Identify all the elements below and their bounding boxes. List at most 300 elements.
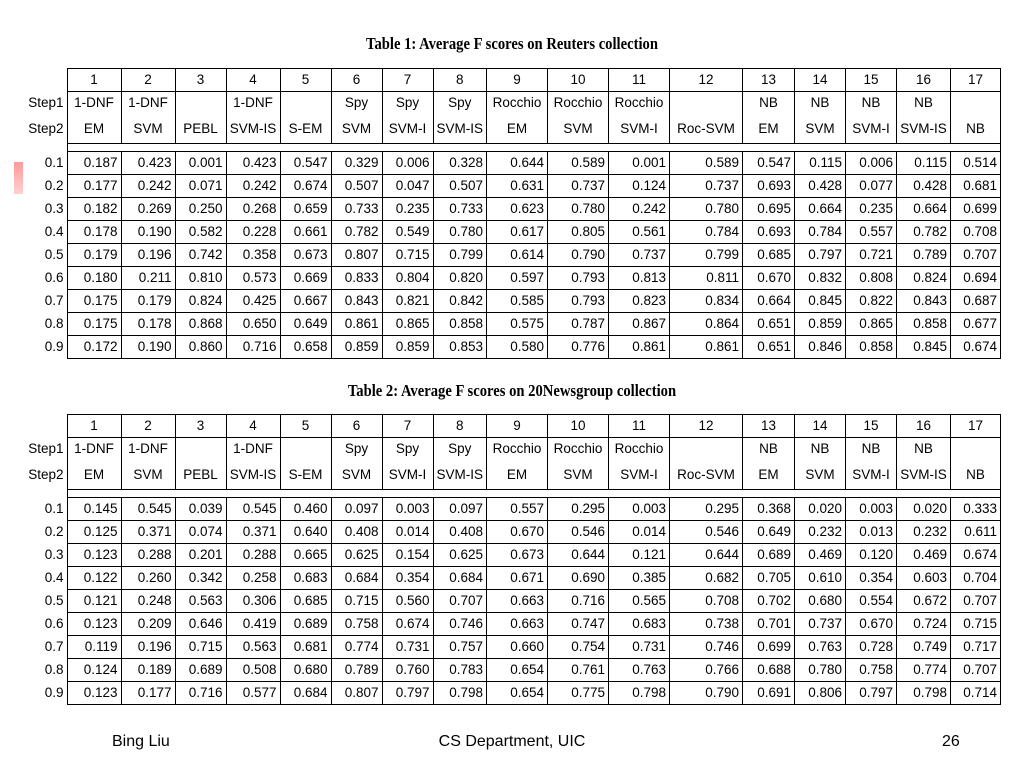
f-score-cell: 0.699 [951,197,1001,220]
step1-method: Rocchio [609,92,670,115]
f-score-cell: 0.423 [226,151,280,174]
column-number: 13 [743,415,795,438]
f-score-cell: 0.242 [609,197,670,220]
f-score-cell: 0.182 [67,197,121,220]
step1-method: Spy [382,92,433,115]
f-score-cell: 0.689 [280,612,331,635]
f-score-cell: 0.507 [433,174,487,197]
step1-method: Rocchio [548,438,609,461]
f-score-cell: 0.780 [548,197,609,220]
f-score-cell: 0.288 [226,543,280,566]
f-score-cell: 0.689 [743,543,795,566]
table-row [16,335,1001,358]
table1-title: Table 1: Average F scores on Reuters collection [366,34,658,53]
f-score-cell: 0.545 [121,497,175,520]
f-score-cell: 0.001 [609,151,670,174]
table-row [16,151,1001,174]
step1-method [951,92,1001,115]
f-score-cell: 0.738 [670,612,743,635]
f-score-cell: 0.649 [280,312,331,335]
f-score-cell: 0.658 [280,335,331,358]
f-score-cell: 0.867 [609,312,670,335]
step1-method: Rocchio [487,438,548,461]
column-number-row [16,69,1001,92]
f-score-cell: 0.507 [331,174,382,197]
f-score-cell: 0.843 [331,289,382,312]
row-label: 0.8 [44,315,64,331]
step2-method: SVM-IS [433,461,487,490]
f-score-cell: 0.123 [67,543,121,566]
step2-method: EM [743,115,795,144]
step2-method: SVM-I [382,461,433,490]
f-score-cell: 0.661 [280,220,331,243]
f-score-cell: 0.865 [846,312,897,335]
f-score-cell: 0.758 [846,658,897,681]
f-score-cell: 0.737 [670,174,743,197]
f-score-cell: 0.664 [795,197,846,220]
column-number: 1 [67,69,121,92]
f-score-cell: 0.861 [331,312,382,335]
f-score-cell: 0.843 [897,289,951,312]
f-score-cell: 0.760 [382,658,433,681]
step1-method [670,92,743,115]
step2-method: SVM-I [609,461,670,490]
f-score-cell: 0.701 [743,612,795,635]
f-score-cell: 0.784 [795,220,846,243]
f-score-cell: 0.014 [382,520,433,543]
f-score-cell: 0.232 [795,520,846,543]
f-score-cell: 0.660 [487,635,548,658]
column-number: 9 [487,69,548,92]
f-score-cell: 0.549 [382,220,433,243]
f-score-cell: 0.717 [951,635,1001,658]
f-score-cell: 0.020 [897,497,951,520]
f-score-cell: 0.119 [67,635,121,658]
f-score-cell: 0.020 [795,497,846,520]
f-score-cell: 0.196 [121,635,175,658]
f-score-cell: 0.211 [121,266,175,289]
f-score-cell: 0.780 [795,658,846,681]
f-score-cell: 0.358 [226,243,280,266]
column-number: 7 [382,415,433,438]
f-score-cell: 0.684 [331,566,382,589]
f-score-cell: 0.565 [609,589,670,612]
f-score-cell: 0.659 [280,197,331,220]
f-score-cell: 0.707 [951,589,1001,612]
f-score-cell: 0.685 [743,243,795,266]
f-score-cell: 0.761 [548,658,609,681]
f-score-cell: 0.610 [795,566,846,589]
step1-method: Spy [433,92,487,115]
row-label: 0.5 [44,592,64,608]
step2-method: SVM-IS [897,115,951,144]
f-score-cell: 0.683 [609,612,670,635]
table2-20newsgroup-f-scores [16,414,1001,705]
f-score-cell: 0.190 [121,220,175,243]
step1-method: 1-DNF [121,92,175,115]
f-score-cell: 0.670 [487,520,548,543]
f-score-cell: 0.419 [226,612,280,635]
f-score-cell: 0.408 [331,520,382,543]
f-score-cell: 0.582 [175,220,226,243]
f-score-cell: 0.115 [897,151,951,174]
step1-method: NB [743,92,795,115]
f-score-cell: 0.731 [382,635,433,658]
f-score-cell: 0.820 [433,266,487,289]
f-score-cell: 0.187 [67,151,121,174]
f-score-cell: 0.742 [175,243,226,266]
step2-label: Step2 [28,466,64,482]
footer-page-number: 26 [942,733,960,750]
f-score-cell: 0.545 [226,497,280,520]
f-score-cell: 0.793 [548,266,609,289]
f-score-cell: 0.716 [226,335,280,358]
corner-cell [16,415,67,438]
column-number: 13 [743,69,795,92]
column-number: 5 [280,69,331,92]
f-score-cell: 0.196 [121,243,175,266]
f-score-cell: 0.680 [795,589,846,612]
step1-method: Spy [331,92,382,115]
step2-method: SVM [795,461,846,490]
f-score-cell: 0.329 [331,151,382,174]
f-score-cell: 0.845 [795,289,846,312]
f-score-cell: 0.469 [795,543,846,566]
step1-method: 1-DNF [121,438,175,461]
f-score-cell: 0.663 [487,612,548,635]
f-score-cell: 0.733 [433,197,487,220]
step1-method [280,438,331,461]
column-number: 3 [175,415,226,438]
step2-method: SVM [548,115,609,144]
f-score-cell: 0.665 [280,543,331,566]
f-score-cell: 0.799 [433,243,487,266]
step2-method: SVM-IS [897,461,951,490]
step1-method: NB [846,438,897,461]
step1-row [16,438,1001,461]
f-score-cell: 0.704 [951,566,1001,589]
row-label: 0.9 [44,338,64,354]
row-label: 0.1 [44,500,64,516]
f-score-cell: 0.834 [670,289,743,312]
f-score-cell: 0.687 [951,289,1001,312]
column-number: 4 [226,415,280,438]
step1-method: Spy [331,438,382,461]
footer-department: CS Department, UIC [438,733,586,750]
step1-method: 1-DNF [226,438,280,461]
f-score-cell: 0.715 [331,589,382,612]
f-score-cell: 0.546 [670,520,743,543]
f-score-cell: 0.121 [67,589,121,612]
f-score-cell: 0.625 [331,543,382,566]
f-score-cell: 0.797 [382,681,433,704]
f-score-cell: 0.177 [67,174,121,197]
f-score-cell: 0.789 [331,658,382,681]
f-score-cell: 0.690 [548,566,609,589]
column-number: 11 [609,69,670,92]
f-score-cell: 0.189 [121,658,175,681]
step2-method: EM [67,461,121,490]
f-score-cell: 0.577 [226,681,280,704]
step1-method: Rocchio [609,438,670,461]
f-score-cell: 0.780 [670,197,743,220]
table-row [16,612,1001,635]
f-score-cell: 0.832 [795,266,846,289]
row-label: 0.8 [44,661,64,677]
step2-method: EM [487,115,548,144]
f-score-cell: 0.232 [897,520,951,543]
f-score-cell: 0.385 [609,566,670,589]
f-score-cell: 0.749 [897,635,951,658]
f-score-cell: 0.737 [548,174,609,197]
f-score-cell: 0.808 [846,266,897,289]
f-score-cell: 0.715 [175,635,226,658]
step2-label: Step2 [28,120,64,136]
step1-method: Spy [382,438,433,461]
f-score-cell: 0.563 [226,635,280,658]
f-score-cell: 0.784 [670,220,743,243]
f-score-cell: 0.228 [226,220,280,243]
f-score-cell: 0.821 [382,289,433,312]
f-score-cell: 0.123 [67,681,121,704]
f-score-cell: 0.715 [382,243,433,266]
f-score-cell: 0.651 [743,335,795,358]
f-score-cell: 0.006 [382,151,433,174]
table-row [16,266,1001,289]
f-score-cell: 0.673 [487,543,548,566]
f-score-cell: 0.707 [951,658,1001,681]
column-number: 14 [795,415,846,438]
step2-method: EM [743,461,795,490]
f-score-cell: 0.644 [487,151,548,174]
f-score-cell: 0.806 [795,681,846,704]
f-score-cell: 0.354 [846,566,897,589]
step1-method [175,92,226,115]
column-number: 3 [175,69,226,92]
f-score-cell: 0.625 [433,543,487,566]
f-score-cell: 0.124 [609,174,670,197]
row-label: 0.9 [44,684,64,700]
f-score-cell: 0.371 [226,520,280,543]
column-number: 6 [331,69,382,92]
f-score-cell: 0.268 [226,197,280,220]
step1-method: Spy [433,438,487,461]
f-score-cell: 0.428 [897,174,951,197]
f-score-cell: 0.797 [795,243,846,266]
f-score-cell: 0.573 [226,266,280,289]
f-score-cell: 0.646 [175,612,226,635]
f-score-cell: 0.014 [609,520,670,543]
f-score-cell: 0.833 [331,266,382,289]
f-score-cell: 0.846 [795,335,846,358]
f-score-cell: 0.672 [897,589,951,612]
f-score-cell: 0.667 [280,289,331,312]
step1-method [670,438,743,461]
f-score-cell: 0.554 [846,589,897,612]
f-score-cell: 0.460 [280,497,331,520]
f-score-cell: 0.811 [670,266,743,289]
step2-method: SVM [331,115,382,144]
step1-method: NB [846,92,897,115]
f-score-cell: 0.179 [67,243,121,266]
f-score-cell: 0.798 [609,681,670,704]
step1-label: Step1 [28,95,64,110]
f-score-cell: 0.242 [226,174,280,197]
row-label: 0.7 [44,292,64,308]
step2-row [16,115,1001,144]
f-score-cell: 0.702 [743,589,795,612]
f-score-cell: 0.288 [121,543,175,566]
f-score-cell: 0.177 [121,681,175,704]
table-row [16,543,1001,566]
f-score-cell: 0.611 [951,520,1001,543]
f-score-cell: 0.674 [951,543,1001,566]
f-score-cell: 0.003 [382,497,433,520]
row-label: 0.4 [44,569,64,585]
f-score-cell: 0.623 [487,197,548,220]
f-score-cell: 0.178 [121,312,175,335]
f-score-cell: 0.842 [433,289,487,312]
f-score-cell: 0.694 [951,266,1001,289]
f-score-cell: 0.248 [121,589,175,612]
f-score-cell: 0.813 [609,266,670,289]
f-score-cell: 0.674 [280,174,331,197]
column-number: 15 [846,415,897,438]
f-score-cell: 0.074 [175,520,226,543]
step2-method: SVM [795,115,846,144]
row-label: 0.6 [44,615,64,631]
f-score-cell: 0.714 [951,681,1001,704]
f-score-cell: 0.861 [670,335,743,358]
f-score-cell: 0.180 [67,266,121,289]
step2-method: PEBL [175,115,226,144]
step1-method [951,438,1001,461]
f-score-cell: 0.670 [743,266,795,289]
column-number: 7 [382,69,433,92]
f-score-cell: 0.077 [846,174,897,197]
column-number: 16 [897,415,951,438]
step2-method: SVM-I [846,461,897,490]
step2-method: S-EM [280,115,331,144]
f-score-cell: 0.824 [175,289,226,312]
f-score-cell: 0.868 [175,312,226,335]
f-score-cell: 0.001 [175,151,226,174]
step2-method: SVM-I [609,115,670,144]
f-score-cell: 0.179 [121,289,175,312]
table-row [16,520,1001,543]
f-score-cell: 0.125 [67,520,121,543]
f-score-cell: 0.295 [670,497,743,520]
step2-method: SVM [121,115,175,144]
f-score-cell: 0.845 [897,335,951,358]
f-score-cell: 0.807 [331,243,382,266]
step2-method: SVM-IS [226,115,280,144]
f-score-cell: 0.798 [897,681,951,704]
f-score-cell: 0.306 [226,589,280,612]
f-score-cell: 0.715 [951,612,1001,635]
f-score-cell: 0.603 [897,566,951,589]
table-row [16,589,1001,612]
f-score-cell: 0.547 [743,151,795,174]
table-row [16,681,1001,704]
table2-title: Table 2: Average F scores on 20Newsgroup collection [347,381,677,400]
f-score-cell: 0.664 [897,197,951,220]
f-score-cell: 0.654 [487,681,548,704]
f-score-cell: 0.122 [67,566,121,589]
spacer-cell [67,143,1001,151]
f-score-cell: 0.649 [743,520,795,543]
f-score-cell: 0.853 [433,335,487,358]
f-score-cell: 0.699 [743,635,795,658]
f-score-cell: 0.766 [670,658,743,681]
f-score-cell: 0.774 [331,635,382,658]
column-number: 8 [433,69,487,92]
column-number: 2 [121,415,175,438]
f-score-cell: 0.804 [382,266,433,289]
f-score-cell: 0.120 [846,543,897,566]
row-label: 0.5 [44,246,64,262]
column-number: 14 [795,69,846,92]
table1-reuters-f-scores [16,68,1001,359]
table-row [16,312,1001,335]
step2-method: PEBL [175,461,226,490]
f-score-cell: 0.677 [951,312,1001,335]
column-number: 10 [548,415,609,438]
f-score-cell: 0.721 [846,243,897,266]
f-score-cell: 0.824 [897,266,951,289]
f-score-cell: 0.097 [433,497,487,520]
row-label: 0.3 [44,200,64,216]
f-score-cell: 0.071 [175,174,226,197]
f-score-cell: 0.858 [897,312,951,335]
f-score-cell: 0.154 [382,543,433,566]
step1-method: NB [795,438,846,461]
spacer-row [16,143,1001,151]
step2-method: SVM-I [846,115,897,144]
f-score-cell: 0.716 [548,589,609,612]
column-number: 15 [846,69,897,92]
f-score-cell: 0.250 [175,197,226,220]
step1-method [280,92,331,115]
row-label: 0.3 [44,546,64,562]
f-score-cell: 0.680 [280,658,331,681]
f-score-cell: 0.789 [897,243,951,266]
f-score-cell: 0.737 [609,243,670,266]
step2-method: SVM-IS [433,115,487,144]
f-score-cell: 0.006 [846,151,897,174]
f-score-cell: 0.295 [548,497,609,520]
f-score-cell: 0.115 [795,151,846,174]
f-score-cell: 0.333 [951,497,1001,520]
f-score-cell: 0.858 [846,335,897,358]
f-score-cell: 0.859 [795,312,846,335]
f-score-cell: 0.617 [487,220,548,243]
f-score-cell: 0.589 [548,151,609,174]
f-score-cell: 0.776 [548,335,609,358]
f-score-cell: 0.822 [846,289,897,312]
step2-method: SVM [548,461,609,490]
f-score-cell: 0.797 [846,681,897,704]
f-score-cell: 0.175 [67,312,121,335]
f-score-cell: 0.514 [951,151,1001,174]
column-number: 10 [548,69,609,92]
f-score-cell: 0.597 [487,266,548,289]
f-score-cell: 0.674 [382,612,433,635]
row-label: 0.1 [44,154,64,170]
table-row [16,635,1001,658]
f-score-cell: 0.799 [670,243,743,266]
table-row [16,243,1001,266]
